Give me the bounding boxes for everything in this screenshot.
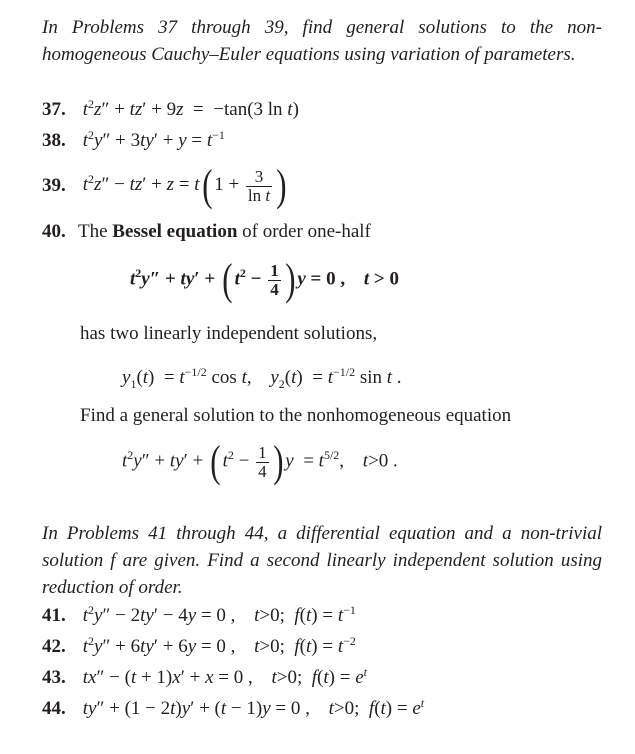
problem-40	[42, 220, 371, 244]
problem-number: 37.	[42, 99, 66, 120]
find-text: Find a general solution to the nonhomogeneous equation	[80, 405, 512, 426]
problem-equation: $t^2y'' + 3ty' + y = t^{-1}$	[82, 127, 225, 151]
problem-text-post: of order one-half	[237, 221, 371, 242]
problem-number: 43.	[42, 667, 66, 688]
solutions-text: has two linearly independent solutions,	[80, 323, 378, 344]
intro-paragraph-bottom: In Problems 41 through 44, a differential equation and a non-trivial solution f are given. Find a second linearly independent solution using reduction of order.	[42, 523, 602, 598]
nonhomogeneous-equation: $t^2y'' + ty'$ + ( $t^2$ − $\frac{1}{4}$ ) $y = t^{5/2}$, t>0 .	[122, 437, 398, 486]
problem-37	[42, 98, 299, 122]
problem-44	[42, 697, 424, 721]
problem-42	[42, 635, 356, 659]
problem-number: 41.	[42, 605, 66, 626]
problem-equation: $t^2z'' + tz' + 9z = -\tan(3$ ln t)	[82, 96, 299, 120]
problem-number: 38.	[42, 130, 66, 151]
problem-39	[42, 161, 289, 210]
problem-number: 40.	[42, 221, 66, 242]
problem-equation: $t^2z'' - tz' + z = t$( 1 + $\frac{3}{\text{ln t}}$ )	[82, 161, 287, 210]
bessel-equation: $t^2y'' + ty'$ + ( $t^2$ − $\frac{1}{4}$ ) y = 0 , t > 0	[130, 255, 399, 304]
problem-text-pre: The	[78, 221, 113, 242]
bessel-term: Bessel equation	[112, 221, 238, 242]
problem-43	[42, 666, 367, 690]
problem-equation: $t^2y'' + 6ty' + 6y = 0$ , t>0; $f(t) = t^{-2}$	[82, 633, 356, 657]
problem-equation: tx″ − (t + 1)x′ + x = 0 , t>0; $f(t) = e^t$	[82, 664, 367, 688]
problem-38	[42, 129, 225, 153]
intro-paragraph-top: In Problems 37 through 39, find general solutions to the non-homogeneous Cauchy–Euler equations using variation of parameters.	[42, 17, 602, 65]
problem-41	[42, 604, 356, 628]
problem-number: 39.	[42, 175, 66, 196]
problem-equation: ty″ + (1 − 2t)y′ + (t − 1)y = 0 , t>0; $f(t) = e^t$	[82, 695, 425, 719]
solutions-equation: $y_1(t) = t^{-1/2}$ cos t, $y_2(t) = t^{-1/2}$ sin t .	[122, 364, 402, 391]
problem-number: 44.	[42, 698, 66, 719]
problem-equation: $t^2y'' - 2ty' - 4y = 0$ , t>0; $f(t) = t^{-1}$	[82, 602, 356, 626]
problem-number: 42.	[42, 636, 66, 657]
